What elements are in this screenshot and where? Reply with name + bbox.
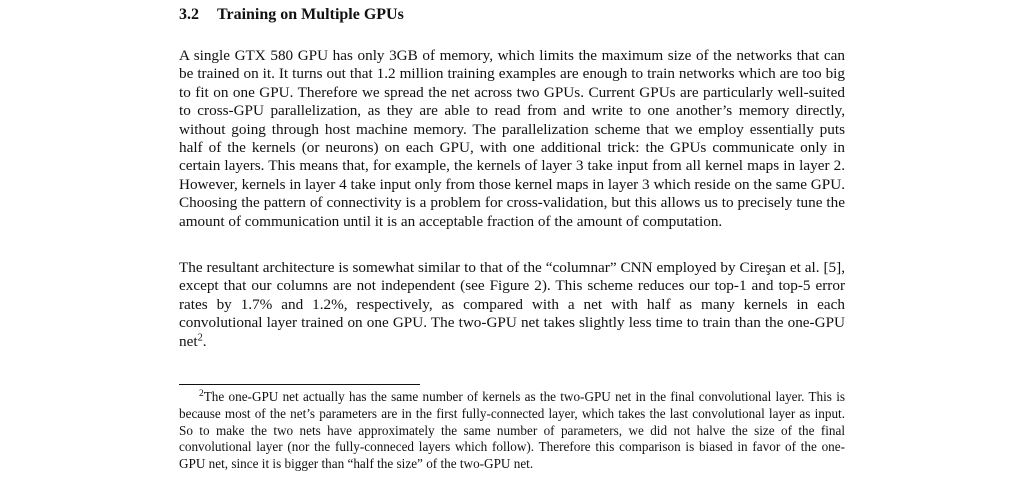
section-heading	[179, 6, 404, 24]
section-number: 3.2	[179, 6, 199, 23]
footnote	[179, 389, 845, 473]
footnote-marker: 2	[199, 388, 204, 399]
section-title: Training on Multiple GPUs	[217, 6, 404, 23]
footnote-divider	[179, 384, 420, 385]
paragraph-text: The resultant architecture is somewhat similar to that of the “columnar” CNN employed by Cireşan et al. [5], except that our columns are not independent (see Figure 2). This scheme reduces our top-1 and top-5 error rates by 1.7% and 1.2%, respectively, as compared with a net with half as many kernels in each convolutional layer trained on one GPU. The two-GPU net takes slightly less time to train than the one-GPU net	[179, 259, 845, 350]
paragraph-end: .	[202, 332, 207, 350]
body-paragraph	[179, 259, 845, 351]
body-paragraph	[179, 47, 845, 231]
paragraph-text: A single GTX 580 GPU has only 3GB of memory, which limits the maximum size of the networks that can be trained on it. It turns out that 1.2 million training examples are enough to train networks which are too big to fit on one GPU. Therefore we spread the net across two GPUs. Current GPUs are particularly well-suited to cross-GPU parallelization, as they are able to read from and write to one another’s memory directly, without going through host machine memory. The parallelization scheme that we employ essentially puts half of the kernels (or neurons) on each GPU, with one additional trick: the GPUs communicate only in certain layers. This means that, for example, the kernels of layer 3 take input from all kernel maps in layer 2. However, kernels in layer 4 take input only from those kernel maps in layer 3 which reside on the same GPU. Choosing the pattern of connectivity is a problem for cross-validation, but this allows us to precisely tune the amount of communication until it is an acceptable fraction of the amount of computation.	[179, 47, 845, 230]
footnote-reference: 2	[197, 331, 203, 343]
footnote-text: The one-GPU net actually has the same number of kernels as the two-GPU net in the final convolutional layer. This is because most of the net’s parameters are in the first fully-connected layer, which takes the last convolutional layer as input. So to make the two nets have approximately the same number of parameters, we did not halve the size of the final convolutional layer (nor the fully-conneced layers which follow). Therefore this comparison is biased in favor of the one-GPU net, since it is bigger than “half the size” of the two-GPU net.	[179, 389, 845, 472]
